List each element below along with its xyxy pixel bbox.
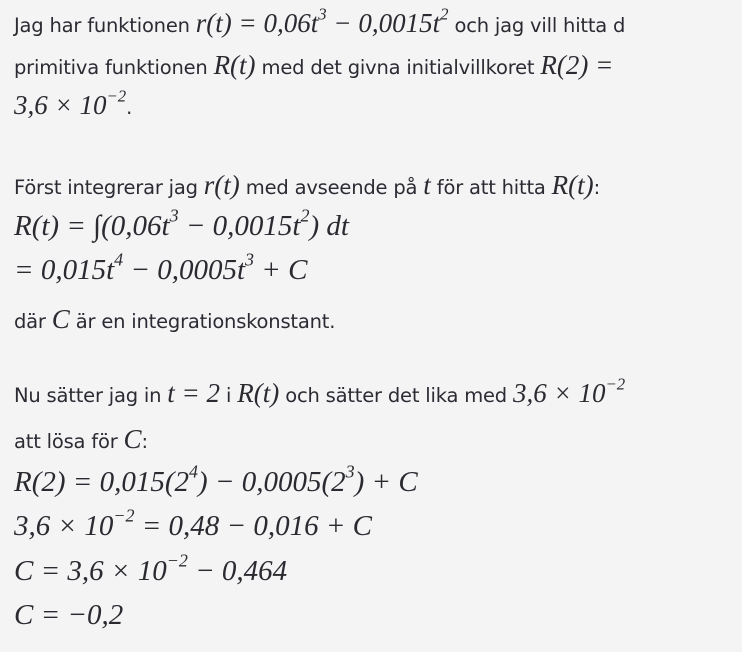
text-line-1 <box>14 4 626 39</box>
equation-antiderivative: = $0,015t^4 - 0,0005t^3 + C$ <box>14 249 308 286</box>
equation-evaluated: $3,6 \times 10^{-2} = 0,48 - 0,016 + C$ <box>14 505 373 542</box>
text-segment: för att hitta <box>436 176 546 199</box>
text-segment: där <box>14 310 46 333</box>
math-t-equals-2: t = 2 <box>167 378 221 408</box>
text-segment: med det givna initialvillkoret <box>261 56 535 79</box>
math-R-of-t: R(t) <box>551 170 594 200</box>
math-initial-value: $3,6 \times 10^{-2}$ <box>512 374 626 408</box>
text-segment: och sätter det lika med <box>285 384 507 407</box>
text-segment: och jag vill hitta d <box>454 14 626 37</box>
math-R-of-2: R(2) = <box>540 50 614 80</box>
text-line-8 <box>14 374 626 409</box>
math-C: C <box>51 304 70 334</box>
math-t: t <box>423 170 431 200</box>
math-r-definition: $r(t) = 0,06t^3 - 0,0015t^2$ <box>195 4 449 38</box>
text-segment: i <box>226 384 232 407</box>
text-line-9 <box>14 424 148 455</box>
equation-substitution: $R(2) = 0,015(2^4) - 0,0005(2^3) + C$ <box>14 461 418 498</box>
text-segment: Nu sätter jag in <box>14 384 162 407</box>
text-line-4 <box>14 170 600 201</box>
text-line-3 <box>14 86 133 121</box>
text-segment: Jag har funktionen <box>14 14 190 37</box>
equation-integral: $R(t) = \int(0,06t^3 - 0,0015t^2)$ dt <box>14 205 349 242</box>
math-R-of-t: R(t) <box>237 378 280 408</box>
text-segment: : <box>593 176 601 199</box>
math-r-of-t: r(t) <box>203 170 240 200</box>
text-segment: primitiva funktionen <box>14 56 208 79</box>
text-segment: : <box>141 430 148 453</box>
math-R-of-t: R(t) <box>213 50 256 80</box>
text-segment: Först integrerar jag <box>14 176 198 199</box>
text-line-2 <box>14 50 613 81</box>
text-line-7 <box>14 304 335 335</box>
text-segment: att lösa för <box>14 430 118 453</box>
equation-solve-C: $C = 3,6 \times 10^{-2} - 0,464$ <box>14 550 288 587</box>
text-segment: är en integrationskonstant. <box>75 310 336 333</box>
math-initial-value: $3,6 \times 10^{-2}$ <box>14 86 127 120</box>
text-segment: . <box>126 96 133 119</box>
math-C: C <box>123 424 142 454</box>
text-segment: med avseende på <box>245 176 418 199</box>
equation-C-result: C = −0,2 <box>14 599 124 631</box>
